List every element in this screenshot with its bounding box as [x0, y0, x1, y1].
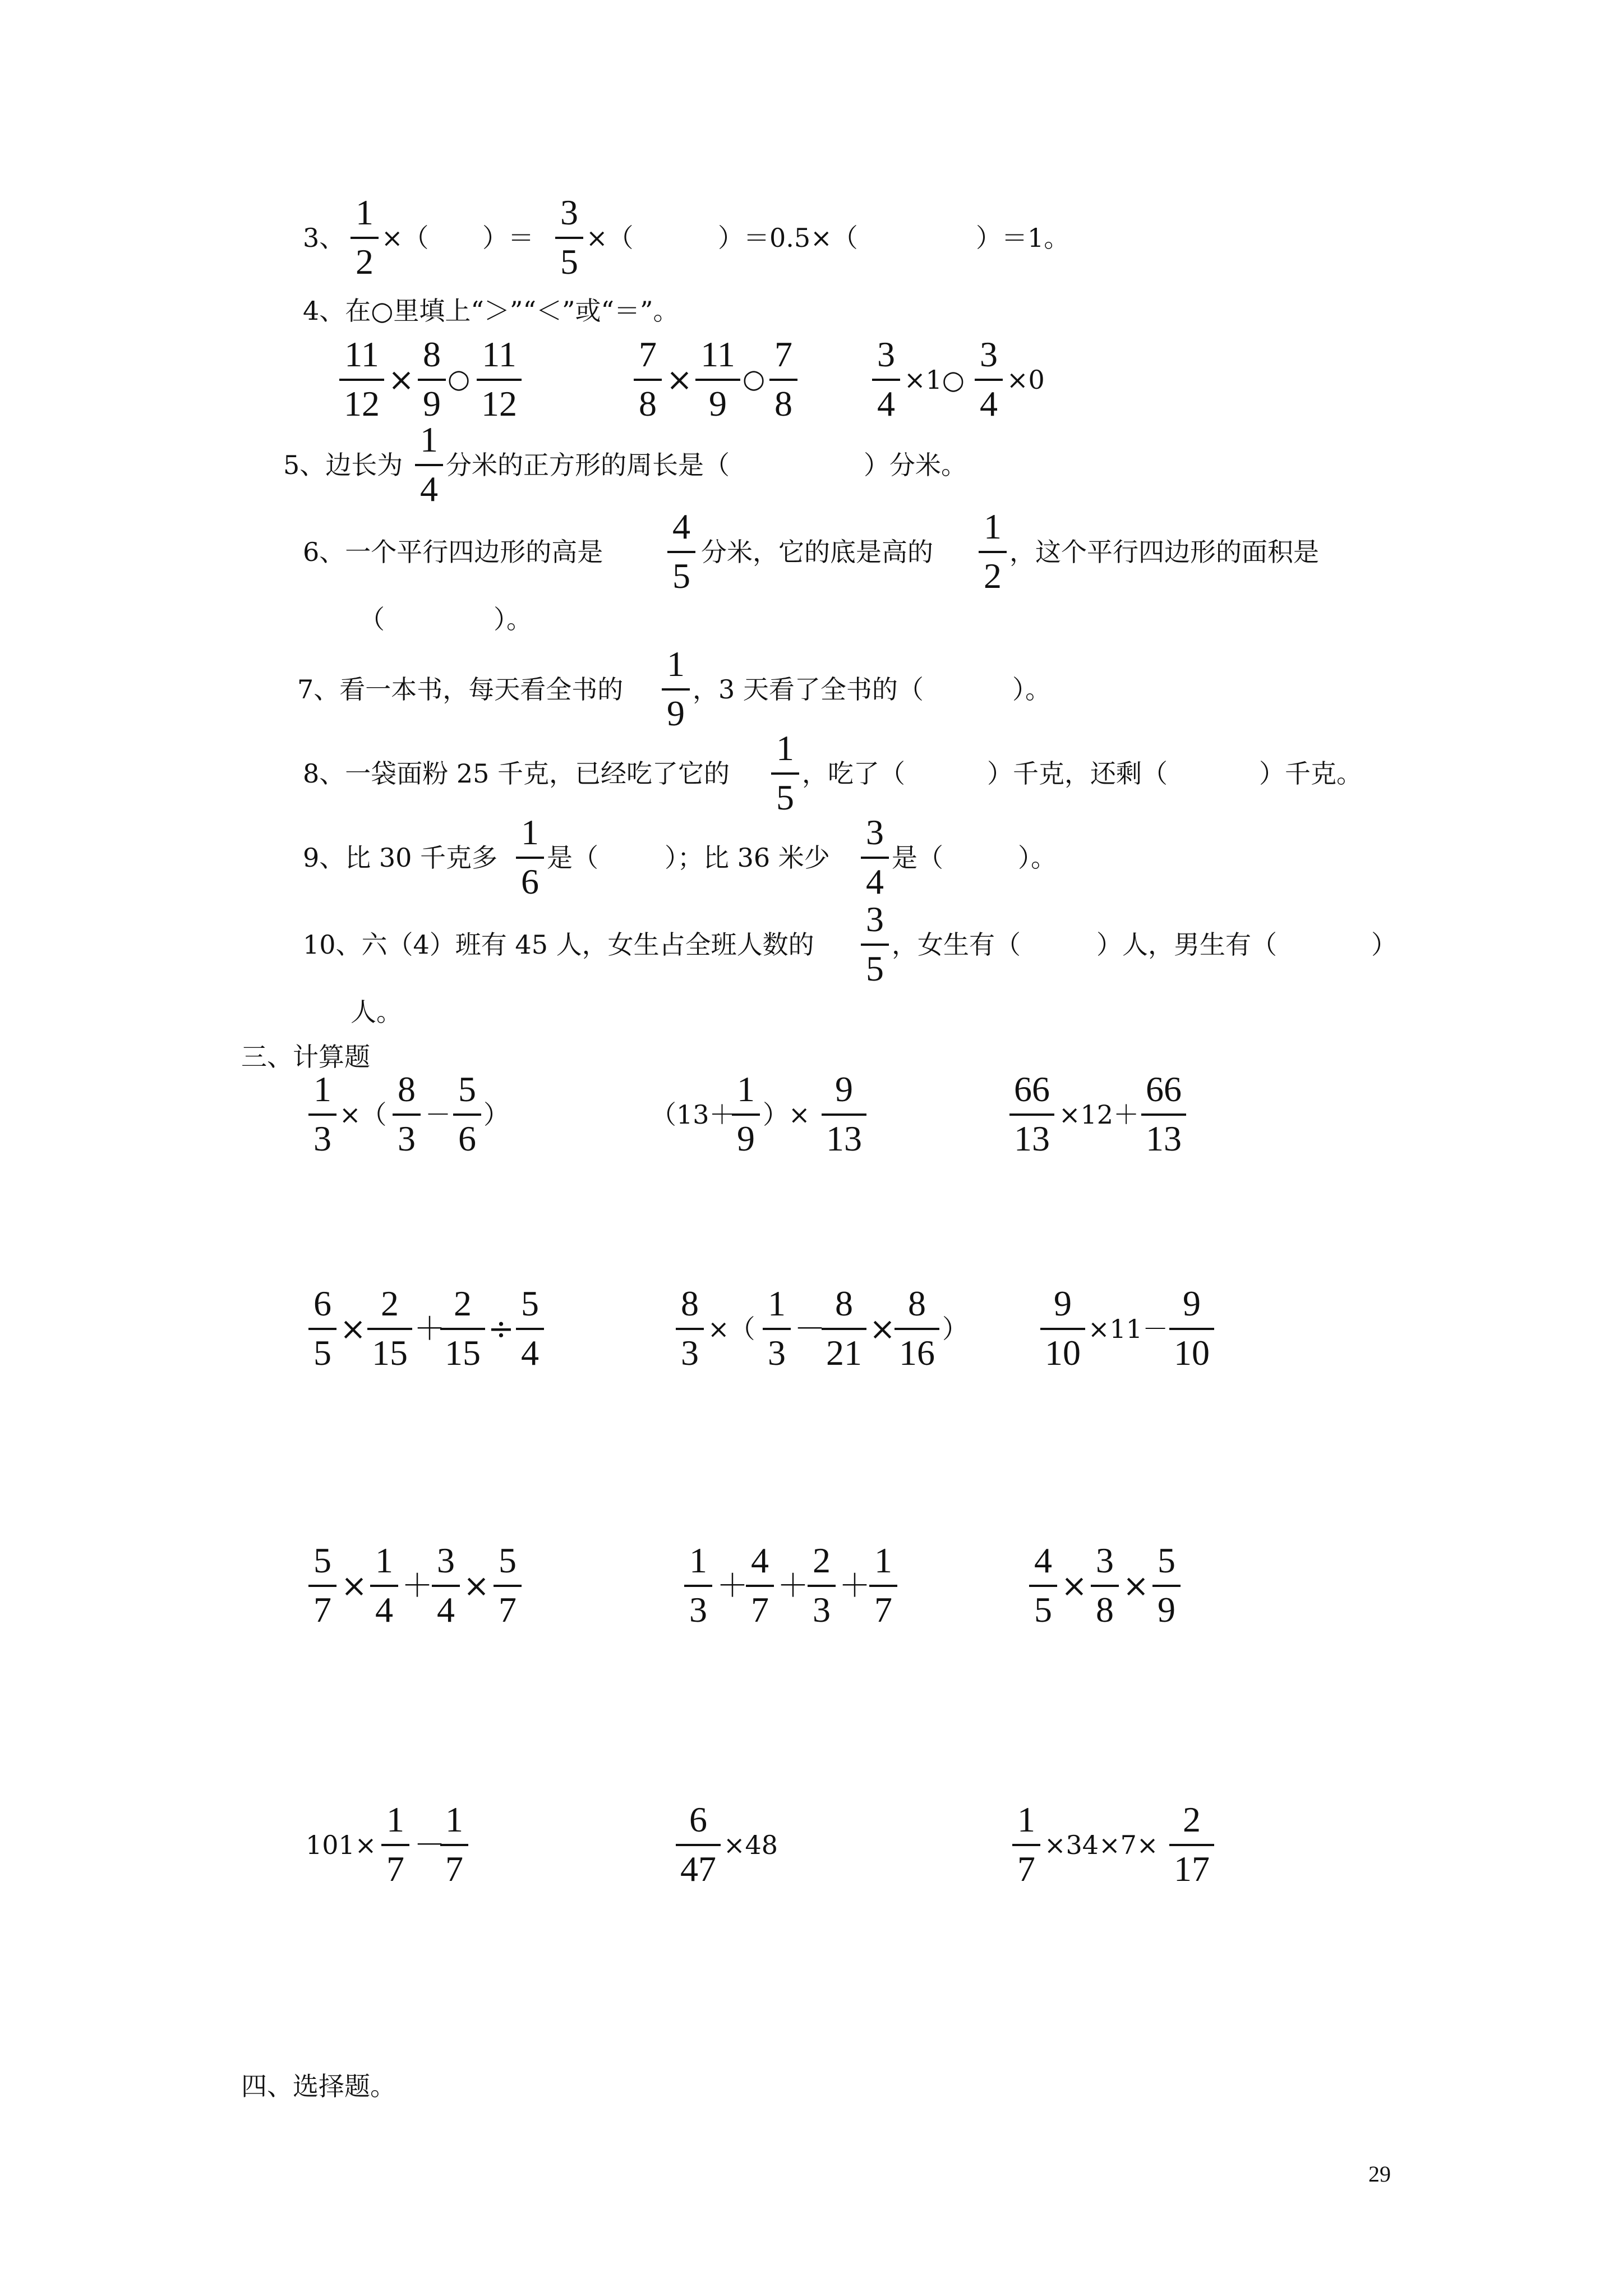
q3-number: 3、: [303, 223, 345, 253]
